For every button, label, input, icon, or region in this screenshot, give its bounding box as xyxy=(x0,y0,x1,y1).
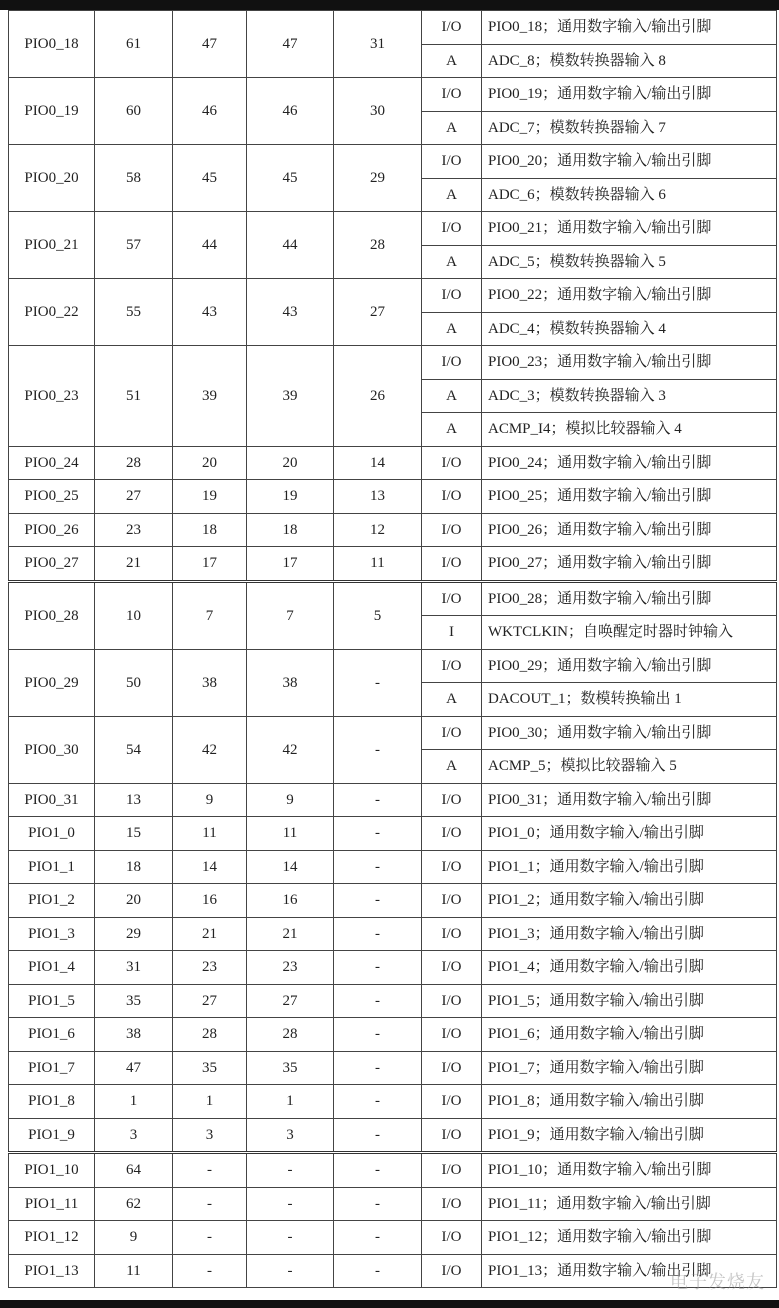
table-row xyxy=(9,783,777,817)
function-description-cell: ADC_7；模数转换器输入 7 xyxy=(482,111,777,145)
pin-name-cell: PIO1_3 xyxy=(9,917,95,951)
pin-number-cell: - xyxy=(334,984,422,1018)
pin-name-cell: PIO0_18 xyxy=(9,11,95,78)
table-row xyxy=(9,1221,777,1255)
function-type-cell: A xyxy=(422,178,482,212)
table-row xyxy=(9,984,777,1018)
pin-number-cell: 47 xyxy=(95,1051,173,1085)
pin-number-cell: - xyxy=(334,1118,422,1153)
table-row xyxy=(9,1153,777,1188)
table-row xyxy=(9,581,777,616)
pin-number-cell: 3 xyxy=(247,1118,334,1153)
pin-number-cell: 44 xyxy=(173,212,247,279)
pin-number-cell: 9 xyxy=(173,783,247,817)
function-description-cell: PIO0_18；通用数字输入/输出引脚 xyxy=(482,11,777,45)
function-description-cell: PIO1_13；通用数字输入/输出引脚 xyxy=(482,1254,777,1288)
function-description-cell: ADC_6；模数转换器输入 6 xyxy=(482,178,777,212)
function-type-cell: I/O xyxy=(422,1254,482,1288)
table-row xyxy=(9,480,777,514)
table-row xyxy=(9,513,777,547)
function-type-cell: I/O xyxy=(422,817,482,851)
table-row xyxy=(9,1085,777,1119)
function-type-cell: I/O xyxy=(422,145,482,179)
function-description-cell: PIO1_0；通用数字输入/输出引脚 xyxy=(482,817,777,851)
pin-number-cell: - xyxy=(334,1085,422,1119)
pin-number-cell: - xyxy=(173,1153,247,1188)
table-row xyxy=(9,1254,777,1288)
pin-number-cell: 1 xyxy=(173,1085,247,1119)
pin-name-cell: PIO1_1 xyxy=(9,850,95,884)
pin-name-cell: PIO1_0 xyxy=(9,817,95,851)
function-description-cell: PIO0_22；通用数字输入/输出引脚 xyxy=(482,279,777,313)
function-type-cell: I/O xyxy=(422,850,482,884)
pin-number-cell: - xyxy=(247,1254,334,1288)
table-row xyxy=(9,212,777,246)
function-type-cell: I/O xyxy=(422,446,482,480)
pin-number-cell: 9 xyxy=(247,783,334,817)
function-description-cell: ACMP_I4；模拟比较器输入 4 xyxy=(482,413,777,447)
function-description-cell: PIO1_6；通用数字输入/输出引脚 xyxy=(482,1018,777,1052)
pin-number-cell: 45 xyxy=(173,145,247,212)
pin-number-cell: 21 xyxy=(95,547,173,582)
pin-number-cell: 16 xyxy=(247,884,334,918)
function-type-cell: A xyxy=(422,683,482,717)
pin-number-cell: 55 xyxy=(95,279,173,346)
pin-number-cell: 39 xyxy=(247,346,334,447)
function-type-cell: I/O xyxy=(422,716,482,750)
pin-number-cell: - xyxy=(334,1187,422,1221)
pin-number-cell: 46 xyxy=(173,78,247,145)
function-type-cell: I/O xyxy=(422,11,482,45)
function-type-cell: A xyxy=(422,312,482,346)
pin-number-cell: 15 xyxy=(95,817,173,851)
function-description-cell: DACOUT_1；数模转换输出 1 xyxy=(482,683,777,717)
pin-number-cell: 11 xyxy=(334,547,422,582)
pin-number-cell: 17 xyxy=(173,547,247,582)
pin-number-cell: 44 xyxy=(247,212,334,279)
pin-number-cell: 9 xyxy=(95,1221,173,1255)
pin-number-cell: 18 xyxy=(247,513,334,547)
pin-number-cell: 10 xyxy=(95,581,173,649)
pin-name-cell: PIO1_5 xyxy=(9,984,95,1018)
table-row xyxy=(9,951,777,985)
pin-number-cell: 35 xyxy=(173,1051,247,1085)
pin-name-cell: PIO0_26 xyxy=(9,513,95,547)
pin-number-cell: 23 xyxy=(247,951,334,985)
pin-number-cell: 20 xyxy=(247,446,334,480)
pin-number-cell: 14 xyxy=(334,446,422,480)
pin-name-cell: PIO0_31 xyxy=(9,783,95,817)
pin-number-cell: - xyxy=(334,884,422,918)
function-description-cell: PIO0_26；通用数字输入/输出引脚 xyxy=(482,513,777,547)
function-description-cell: ADC_5；模数转换器输入 5 xyxy=(482,245,777,279)
pin-number-cell: 1 xyxy=(95,1085,173,1119)
function-type-cell: I/O xyxy=(422,649,482,683)
pin-name-cell: PIO0_27 xyxy=(9,547,95,582)
table-row xyxy=(9,78,777,112)
table-row xyxy=(9,279,777,313)
pin-number-cell: - xyxy=(173,1187,247,1221)
pin-number-cell: 27 xyxy=(173,984,247,1018)
function-description-cell: ADC_8；模数转换器输入 8 xyxy=(482,44,777,78)
function-description-cell: PIO0_21；通用数字输入/输出引脚 xyxy=(482,212,777,246)
pin-number-cell: - xyxy=(247,1153,334,1188)
pin-number-cell: 43 xyxy=(247,279,334,346)
pin-number-cell: - xyxy=(247,1221,334,1255)
table-row xyxy=(9,346,777,380)
pin-name-cell: PIO1_4 xyxy=(9,951,95,985)
function-description-cell: ADC_3；模数转换器输入 3 xyxy=(482,379,777,413)
pin-number-cell: - xyxy=(334,850,422,884)
function-description-cell: PIO0_29；通用数字输入/输出引脚 xyxy=(482,649,777,683)
pin-number-cell: 11 xyxy=(247,817,334,851)
pin-number-cell: 27 xyxy=(95,480,173,514)
pin-name-cell: PIO1_7 xyxy=(9,1051,95,1085)
pin-number-cell: 38 xyxy=(95,1018,173,1052)
function-description-cell: PIO0_30；通用数字输入/输出引脚 xyxy=(482,716,777,750)
pin-name-cell: PIO1_12 xyxy=(9,1221,95,1255)
function-description-cell: PIO1_10；通用数字输入/输出引脚 xyxy=(482,1153,777,1188)
function-description-cell: PIO1_11；通用数字输入/输出引脚 xyxy=(482,1187,777,1221)
pin-number-cell: 29 xyxy=(95,917,173,951)
pin-number-cell: - xyxy=(334,1221,422,1255)
function-description-cell: PIO1_2；通用数字输入/输出引脚 xyxy=(482,884,777,918)
pin-number-cell: 19 xyxy=(173,480,247,514)
pin-number-cell: - xyxy=(334,1018,422,1052)
function-description-cell: PIO1_8；通用数字输入/输出引脚 xyxy=(482,1085,777,1119)
pin-number-cell: - xyxy=(334,1254,422,1288)
table-row xyxy=(9,11,777,45)
pin-number-cell: 51 xyxy=(95,346,173,447)
function-type-cell: I/O xyxy=(422,1085,482,1119)
table-row xyxy=(9,1118,777,1153)
pin-number-cell: 62 xyxy=(95,1187,173,1221)
pin-number-cell: 3 xyxy=(95,1118,173,1153)
pin-name-cell: PIO0_25 xyxy=(9,480,95,514)
pin-number-cell: 38 xyxy=(247,649,334,716)
pin-name-cell: PIO0_22 xyxy=(9,279,95,346)
function-type-cell: I/O xyxy=(422,1118,482,1153)
pin-name-cell: PIO0_23 xyxy=(9,346,95,447)
function-description-cell: PIO0_24；通用数字输入/输出引脚 xyxy=(482,446,777,480)
pin-number-cell: - xyxy=(173,1221,247,1255)
function-type-cell: I/O xyxy=(422,547,482,582)
table-row xyxy=(9,716,777,750)
table-row xyxy=(9,884,777,918)
pin-number-cell: 21 xyxy=(173,917,247,951)
pin-number-cell: - xyxy=(334,1153,422,1188)
function-description-cell: PIO0_25；通用数字输入/输出引脚 xyxy=(482,480,777,514)
pin-number-cell: 17 xyxy=(247,547,334,582)
pin-number-cell: 13 xyxy=(334,480,422,514)
function-type-cell: I/O xyxy=(422,212,482,246)
pin-number-cell: 54 xyxy=(95,716,173,783)
pin-number-cell: 42 xyxy=(173,716,247,783)
function-type-cell: I/O xyxy=(422,917,482,951)
pin-number-cell: 19 xyxy=(247,480,334,514)
function-description-cell: WKTCLKIN；自唤醒定时器时钟输入 xyxy=(482,616,777,650)
pin-function-table xyxy=(8,10,777,1288)
pin-number-cell: 3 xyxy=(173,1118,247,1153)
pin-number-cell: 21 xyxy=(247,917,334,951)
table-row xyxy=(9,649,777,683)
pin-number-cell: 38 xyxy=(173,649,247,716)
pin-number-cell: 14 xyxy=(247,850,334,884)
pin-number-cell: 20 xyxy=(95,884,173,918)
function-type-cell: I xyxy=(422,616,482,650)
pin-number-cell: 7 xyxy=(173,581,247,649)
pin-number-cell: 28 xyxy=(95,446,173,480)
function-type-cell: A xyxy=(422,111,482,145)
pin-number-cell: 61 xyxy=(95,11,173,78)
pin-name-cell: PIO0_28 xyxy=(9,581,95,649)
function-type-cell: I/O xyxy=(422,279,482,313)
pin-number-cell: 16 xyxy=(173,884,247,918)
pin-name-cell: PIO0_21 xyxy=(9,212,95,279)
pin-number-cell: 11 xyxy=(173,817,247,851)
function-type-cell: A xyxy=(422,44,482,78)
table-row xyxy=(9,1051,777,1085)
pin-number-cell: 43 xyxy=(173,279,247,346)
pin-number-cell: 27 xyxy=(334,279,422,346)
pin-number-cell: 26 xyxy=(334,346,422,447)
function-type-cell: A xyxy=(422,245,482,279)
pin-number-cell: - xyxy=(334,783,422,817)
table-row xyxy=(9,917,777,951)
function-description-cell: PIO1_5；通用数字输入/输出引脚 xyxy=(482,984,777,1018)
function-description-cell: ADC_4；模数转换器输入 4 xyxy=(482,312,777,346)
function-description-cell: PIO1_4；通用数字输入/输出引脚 xyxy=(482,951,777,985)
pin-number-cell: - xyxy=(334,649,422,716)
pin-number-cell: 30 xyxy=(334,78,422,145)
table-row xyxy=(9,145,777,179)
function-type-cell: I/O xyxy=(422,346,482,380)
pin-name-cell: PIO1_11 xyxy=(9,1187,95,1221)
pin-name-cell: PIO0_29 xyxy=(9,649,95,716)
pin-number-cell: 31 xyxy=(95,951,173,985)
pin-number-cell: 23 xyxy=(173,951,247,985)
pin-name-cell: PIO1_8 xyxy=(9,1085,95,1119)
table-body xyxy=(9,11,777,1288)
pin-number-cell: - xyxy=(334,917,422,951)
pin-number-cell: - xyxy=(334,716,422,783)
top-border xyxy=(0,0,779,10)
pin-number-cell: 46 xyxy=(247,78,334,145)
pin-number-cell: 1 xyxy=(247,1085,334,1119)
function-type-cell: I/O xyxy=(422,480,482,514)
pin-number-cell: 23 xyxy=(95,513,173,547)
pin-number-cell: 12 xyxy=(334,513,422,547)
function-description-cell: PIO0_19；通用数字输入/输出引脚 xyxy=(482,78,777,112)
pin-number-cell: 47 xyxy=(247,11,334,78)
pin-name-cell: PIO1_9 xyxy=(9,1118,95,1153)
function-type-cell: I/O xyxy=(422,951,482,985)
function-type-cell: I/O xyxy=(422,1153,482,1188)
function-type-cell: I/O xyxy=(422,1051,482,1085)
function-description-cell: PIO0_28；通用数字输入/输出引脚 xyxy=(482,581,777,616)
pin-name-cell: PIO1_10 xyxy=(9,1153,95,1188)
pin-number-cell: 5 xyxy=(334,581,422,649)
pin-number-cell: 28 xyxy=(247,1018,334,1052)
function-description-cell: PIO0_27；通用数字输入/输出引脚 xyxy=(482,547,777,582)
pin-name-cell: PIO0_19 xyxy=(9,78,95,145)
function-type-cell: I/O xyxy=(422,1018,482,1052)
pin-number-cell: - xyxy=(334,817,422,851)
table-row xyxy=(9,1187,777,1221)
pin-number-cell: 35 xyxy=(247,1051,334,1085)
table-row xyxy=(9,446,777,480)
pin-number-cell: 42 xyxy=(247,716,334,783)
pin-number-cell: 45 xyxy=(247,145,334,212)
pin-name-cell: PIO1_6 xyxy=(9,1018,95,1052)
table-row xyxy=(9,850,777,884)
function-description-cell: PIO0_31；通用数字输入/输出引脚 xyxy=(482,783,777,817)
pin-number-cell: 20 xyxy=(173,446,247,480)
function-type-cell: I/O xyxy=(422,984,482,1018)
pin-number-cell: 57 xyxy=(95,212,173,279)
function-type-cell: I/O xyxy=(422,1221,482,1255)
pin-number-cell: 18 xyxy=(95,850,173,884)
pin-name-cell: PIO0_24 xyxy=(9,446,95,480)
function-description-cell: ACMP_5；模拟比较器输入 5 xyxy=(482,750,777,784)
pin-number-cell: - xyxy=(247,1187,334,1221)
pin-number-cell: - xyxy=(334,1051,422,1085)
table-row xyxy=(9,1018,777,1052)
function-description-cell: PIO0_23；通用数字输入/输出引脚 xyxy=(482,346,777,380)
function-description-cell: PIO1_3；通用数字输入/输出引脚 xyxy=(482,917,777,951)
pin-number-cell: 28 xyxy=(334,212,422,279)
function-type-cell: I/O xyxy=(422,513,482,547)
pin-number-cell: - xyxy=(173,1254,247,1288)
pin-number-cell: 27 xyxy=(247,984,334,1018)
pin-number-cell: 13 xyxy=(95,783,173,817)
pin-number-cell: - xyxy=(334,951,422,985)
pin-number-cell: 14 xyxy=(173,850,247,884)
watermark: 电子发烧友 xyxy=(670,1272,765,1293)
pin-number-cell: 60 xyxy=(95,78,173,145)
function-type-cell: I/O xyxy=(422,783,482,817)
function-description-cell: PIO1_7；通用数字输入/输出引脚 xyxy=(482,1051,777,1085)
pin-number-cell: 47 xyxy=(173,11,247,78)
pin-number-cell: 39 xyxy=(173,346,247,447)
function-type-cell: I/O xyxy=(422,1187,482,1221)
pin-name-cell: PIO0_30 xyxy=(9,716,95,783)
function-type-cell: A xyxy=(422,750,482,784)
function-type-cell: A xyxy=(422,413,482,447)
function-description-cell: PIO1_1；通用数字输入/输出引脚 xyxy=(482,850,777,884)
pin-number-cell: 31 xyxy=(334,11,422,78)
function-type-cell: I/O xyxy=(422,78,482,112)
pin-number-cell: 50 xyxy=(95,649,173,716)
pin-number-cell: 7 xyxy=(247,581,334,649)
pin-number-cell: 29 xyxy=(334,145,422,212)
pin-name-cell: PIO1_2 xyxy=(9,884,95,918)
function-type-cell: I/O xyxy=(422,581,482,616)
function-description-cell: PIO0_20；通用数字输入/输出引脚 xyxy=(482,145,777,179)
pin-number-cell: 35 xyxy=(95,984,173,1018)
pin-name-cell: PIO1_13 xyxy=(9,1254,95,1288)
pin-number-cell: 18 xyxy=(173,513,247,547)
table-row xyxy=(9,547,777,582)
function-description-cell: PIO1_12；通用数字输入/输出引脚 xyxy=(482,1221,777,1255)
pin-name-cell: PIO0_20 xyxy=(9,145,95,212)
function-type-cell: I/O xyxy=(422,884,482,918)
function-description-cell: PIO1_9；通用数字输入/输出引脚 xyxy=(482,1118,777,1153)
bottom-border xyxy=(0,1300,779,1308)
pin-number-cell: 11 xyxy=(95,1254,173,1288)
pin-number-cell: 64 xyxy=(95,1153,173,1188)
pin-number-cell: 28 xyxy=(173,1018,247,1052)
table-row xyxy=(9,817,777,851)
function-type-cell: A xyxy=(422,379,482,413)
pin-number-cell: 58 xyxy=(95,145,173,212)
